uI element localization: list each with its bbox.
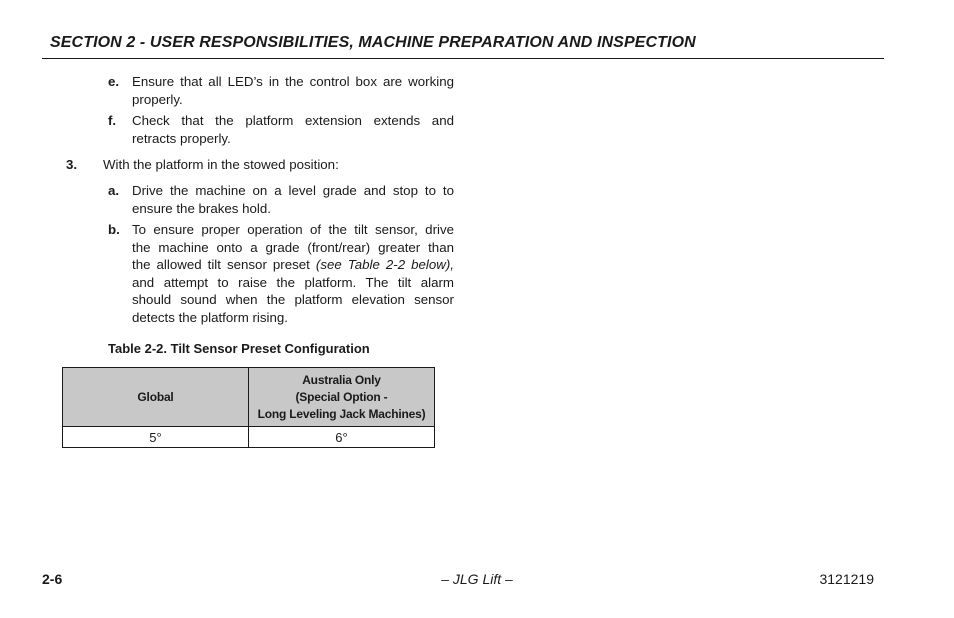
item-f-line: Check that the platform extension extends and <box>132 113 454 128</box>
cell-global: 5° <box>63 427 249 448</box>
item-e-line: Ensure that all LED’s in the control box are working <box>132 74 454 89</box>
footer-brand: – JLG Lift – <box>441 571 513 587</box>
item-b-line: To ensure proper operation of the tilt sensor, drive <box>132 222 454 237</box>
item-b-line: detects the platform rising. <box>132 309 288 325</box>
page-number: 2-6 <box>42 571 63 587</box>
item-label-b: b. <box>108 222 120 237</box>
item-b-line: the machine onto a grade (front/rear) greater than <box>132 239 454 255</box>
column-header-australia <box>249 368 435 427</box>
item-a-line: Drive the machine on a level grade and stop to to <box>132 183 454 198</box>
header-line: (Special Option - <box>295 389 388 404</box>
table-reference: (see Table 2-2 below), <box>315 257 454 272</box>
cell-australia: 6° <box>249 427 435 448</box>
item-f-line: retracts properly. <box>132 130 231 146</box>
item-text-e <box>132 73 454 108</box>
item-e-line: properly. <box>132 91 183 107</box>
header-line: Long Leveling Jack Machines) <box>257 406 426 421</box>
step-label-3: 3. <box>66 157 78 172</box>
item-label-a: a. <box>108 183 120 198</box>
tilt-sensor-table <box>62 367 435 448</box>
item-b-text: the allowed tilt sensor preset <box>132 257 316 272</box>
item-text-f <box>132 112 454 147</box>
document-number: 3121219 <box>819 571 874 587</box>
column-header-global: Global <box>63 368 249 427</box>
step-text-3: With the platform in the stowed position: <box>103 157 339 172</box>
item-text-a <box>132 182 454 217</box>
header-rule <box>42 58 884 59</box>
item-label-f: f. <box>108 113 117 128</box>
item-b-line-with-ref <box>132 256 454 274</box>
section-header: SECTION 2 - USER RESPONSIBILITIES, MACHINE PREPARATION AND INSPECTION <box>50 34 696 51</box>
header-line: Australia Only <box>302 372 381 387</box>
item-label-e: e. <box>108 74 120 89</box>
item-a-line: ensure the brakes hold. <box>132 200 271 216</box>
table-header-row <box>63 368 435 427</box>
item-text-b <box>132 221 454 326</box>
item-b-line: should sound when the platform elevation sensor <box>132 292 454 307</box>
table-caption: Table 2-2. Tilt Sensor Preset Configuration <box>108 341 370 356</box>
item-b-line: and attempt to raise the platform. The tilt alarm <box>132 274 454 290</box>
table-row <box>63 427 435 448</box>
